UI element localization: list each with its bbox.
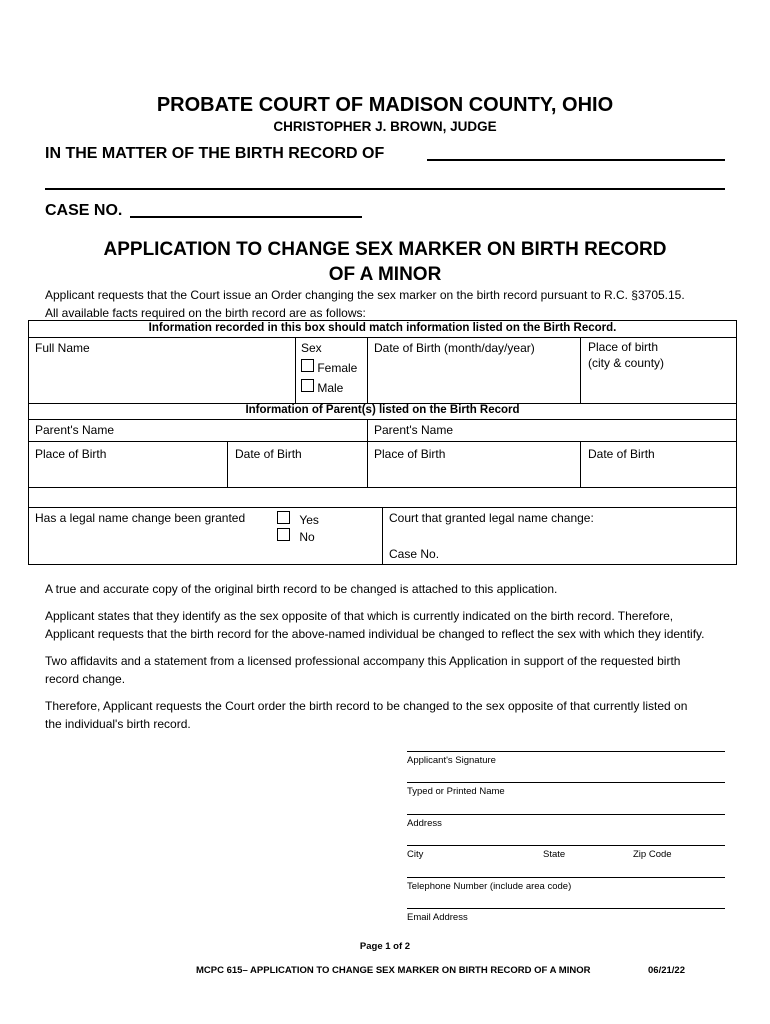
case-no-label: CASE NO. [45, 202, 123, 219]
matter-name-field[interactable] [427, 159, 725, 161]
zip-label: Zip Code [633, 849, 672, 860]
parent1-dob-label: Date of Birth [235, 447, 302, 461]
divider [227, 441, 228, 487]
divider [367, 419, 368, 487]
address-field[interactable] [407, 814, 725, 815]
no-checkbox[interactable] [277, 528, 290, 541]
parent2-place-label: Place of Birth [374, 447, 446, 461]
yes-option[interactable] [277, 511, 319, 527]
matter-name-field-line2[interactable] [45, 188, 725, 190]
divider [580, 337, 581, 403]
statement-copy-attached: A true and accurate copy of the original birth record to be changed is attached to this application. [45, 582, 558, 596]
form-date: 06/21/22 [648, 965, 685, 976]
divider [580, 441, 581, 487]
form-id: MCPC 615– APPLICATION TO CHANGE SEX MARKER ON BIRTH RECORD OF A MINOR [196, 965, 591, 976]
parent2-name-label: Parent's Name [374, 423, 453, 437]
statement-request-line1: Therefore, Applicant requests the Court order the birth record to be changed to the sex opposite of that currently listed on [45, 699, 688, 713]
parent2-dob-label: Date of Birth [588, 447, 655, 461]
yes-checkbox[interactable] [277, 511, 290, 524]
no-option[interactable] [277, 528, 315, 544]
divider [295, 337, 296, 403]
form-title-line1: APPLICATION TO CHANGE SEX MARKER ON BIRTH RECORD [103, 239, 667, 260]
female-label: Female [317, 361, 358, 375]
statement-identify-line1: Applicant states that they identify as the sex opposite of that which is currently indicated on the birth record. Therefore, [45, 609, 674, 623]
page-number: Page 1 of 2 [359, 941, 411, 952]
no-label: No [299, 530, 315, 544]
parent1-name-label: Parent's Name [35, 423, 114, 437]
typed-name-label: Typed or Printed Name [407, 786, 505, 797]
intro-line1: Applicant requests that the Court issue an Order changing the sex marker on the birth record pursuant to R.C. §3705.15. [45, 288, 685, 302]
signature-field[interactable] [407, 751, 725, 752]
dob-label: Date of Birth (month/day/year) [374, 341, 535, 355]
matter-label: IN THE MATTER OF THE BIRTH RECORD OF [45, 145, 385, 162]
statement-identify-line2: Applicant requests that the birth record for the above-named individual be changed to reflect the sex with which they identify. [45, 627, 705, 641]
signature-label: Applicant's Signature [407, 755, 496, 766]
statement-affidavits-line2: record change. [45, 672, 126, 686]
divider [29, 441, 736, 442]
telephone-field[interactable] [407, 877, 725, 878]
divider [29, 419, 736, 420]
divider [29, 487, 736, 488]
statement-request-line2: the individual's birth record. [45, 717, 191, 731]
female-checkbox[interactable] [301, 359, 314, 372]
email-label: Email Address [407, 912, 468, 923]
place-of-birth-label: Place of birth [588, 340, 659, 354]
address-label: Address [407, 818, 442, 829]
judge-name: CHRISTOPHER J. BROWN, JUDGE [273, 119, 497, 134]
city-label: City [407, 849, 424, 860]
case-no-small-label: Case No. [389, 547, 440, 561]
divider [29, 337, 736, 338]
intro-line2: All available facts required on the birth record are as follows: [45, 306, 366, 320]
sex-label: Sex [301, 341, 322, 355]
female-option[interactable] [301, 359, 357, 375]
case-no-field[interactable] [130, 216, 362, 218]
divider [367, 337, 368, 403]
city-state-zip-field[interactable] [407, 845, 725, 846]
parent1-place-label: Place of Birth [35, 447, 107, 461]
email-field[interactable] [407, 908, 725, 909]
telephone-label: Telephone Number (include area code) [407, 881, 572, 892]
state-label: State [543, 849, 566, 860]
legal-name-question: Has a legal name change been granted [35, 511, 246, 525]
male-checkbox[interactable] [301, 379, 314, 392]
court-title: PROBATE COURT OF MADISON COUNTY, OHIO [156, 94, 614, 116]
place-of-birth-sublabel: (city & county) [588, 356, 665, 370]
male-option[interactable] [301, 379, 343, 395]
full-name-label: Full Name [35, 341, 90, 355]
birth-record-table [28, 320, 737, 565]
yes-label: Yes [299, 513, 319, 527]
typed-name-field[interactable] [407, 782, 725, 783]
divider [382, 507, 383, 564]
parents-header: Information of Parent(s) listed on the Birth Record [245, 404, 520, 416]
male-label: Male [317, 381, 344, 395]
form-title [0, 237, 770, 287]
box-header: Information recorded in this box should match information listed on the Birth Record. [148, 322, 617, 334]
court-granted-label: Court that granted legal name change: [389, 511, 594, 525]
statement-affidavits-line1: Two affidavits and a statement from a licensed professional accompany this Application in support of the requested birth [45, 654, 681, 668]
form-title-line2: OF A MINOR [328, 264, 442, 285]
